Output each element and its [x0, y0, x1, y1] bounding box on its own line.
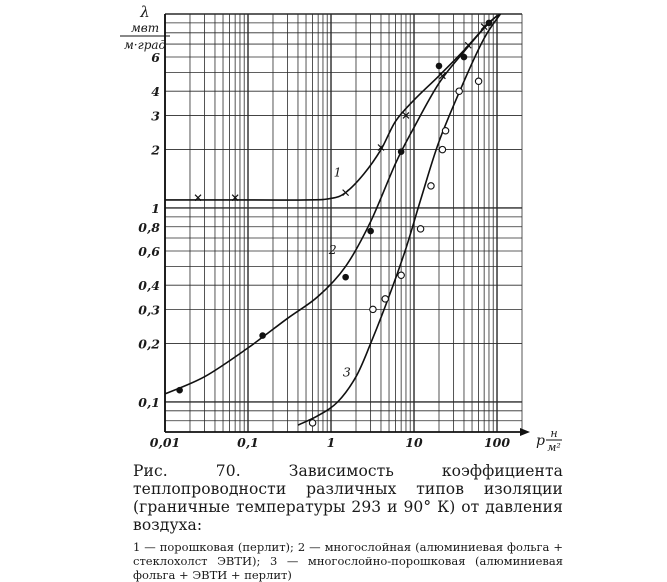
x-tick-label: 1 [326, 435, 336, 450]
y-tick-label: 0,3 [138, 302, 160, 318]
y-tick-label: 6 [151, 50, 160, 66]
series-3-point [428, 183, 434, 189]
x-tick-label: 100 [483, 435, 511, 450]
caption-title: Рис. 70. Зависимость коэффициента теплопроводности различных типов изоляции (граничные температуры 293 и 90° К) от давления воздуха: [133, 462, 563, 534]
series-2-label: 2 [328, 241, 337, 257]
x-tick-label: 10 [405, 435, 423, 450]
series-3-point [417, 226, 423, 232]
series-3-point [370, 306, 376, 312]
series-3-point [456, 88, 462, 94]
caption-legend: 1 — порошковая (перлит); 2 — многослойная (алюминиевая фольга + стеклохолст ЭВТИ); 3 — многослойно-порошковая (алюминиевая фольга + ЭВТИ + перлит) [133, 540, 563, 582]
series-2-point [367, 228, 374, 235]
y-tick-label: 2 [151, 142, 160, 158]
y-axis-unit-denominator: м·град [123, 38, 167, 52]
series-2-point [176, 387, 183, 394]
y-tick-label: 1 [151, 200, 160, 216]
series-3-point [309, 420, 315, 426]
y-tick-label: 4 [151, 84, 160, 100]
y-tick-label: 0,2 [138, 336, 160, 352]
series-2-point [259, 332, 266, 339]
series-2-point [398, 148, 405, 155]
series-3-label: 3 [342, 364, 351, 380]
y-axis-label: λ [140, 3, 150, 21]
y-tick-label: 0,4 [138, 278, 160, 294]
x-axis-label: p [536, 433, 545, 449]
x-axis-unit-numerator: н [550, 427, 558, 440]
x-axis-unit-denominator: м² [547, 441, 561, 454]
figure-caption [133, 462, 563, 582]
series-3-point [475, 78, 481, 84]
series-2-point [436, 63, 443, 70]
y-tick-label: 3 [151, 108, 160, 124]
series-1-label: 1 [333, 164, 342, 180]
series-2-point [461, 54, 468, 61]
series-3-point [382, 296, 388, 302]
series-2-point [486, 20, 493, 27]
y-tick-label: 0,8 [138, 219, 160, 235]
y-tick-label: 0,1 [138, 394, 160, 410]
x-axis-arrow [520, 428, 530, 436]
x-tick-label: 0,1 [237, 435, 259, 450]
series-3-line [298, 14, 500, 425]
series-3-point [442, 128, 448, 134]
series-1-point [343, 190, 349, 196]
y-axis-unit-numerator: мвт [130, 21, 160, 35]
series-3-point [398, 272, 404, 278]
series-2-point [342, 274, 349, 281]
plot-area [140, 14, 500, 426]
series-3-point [439, 146, 445, 152]
x-tick-label: 0,01 [149, 435, 181, 450]
y-tick-label: 0,6 [138, 244, 160, 260]
